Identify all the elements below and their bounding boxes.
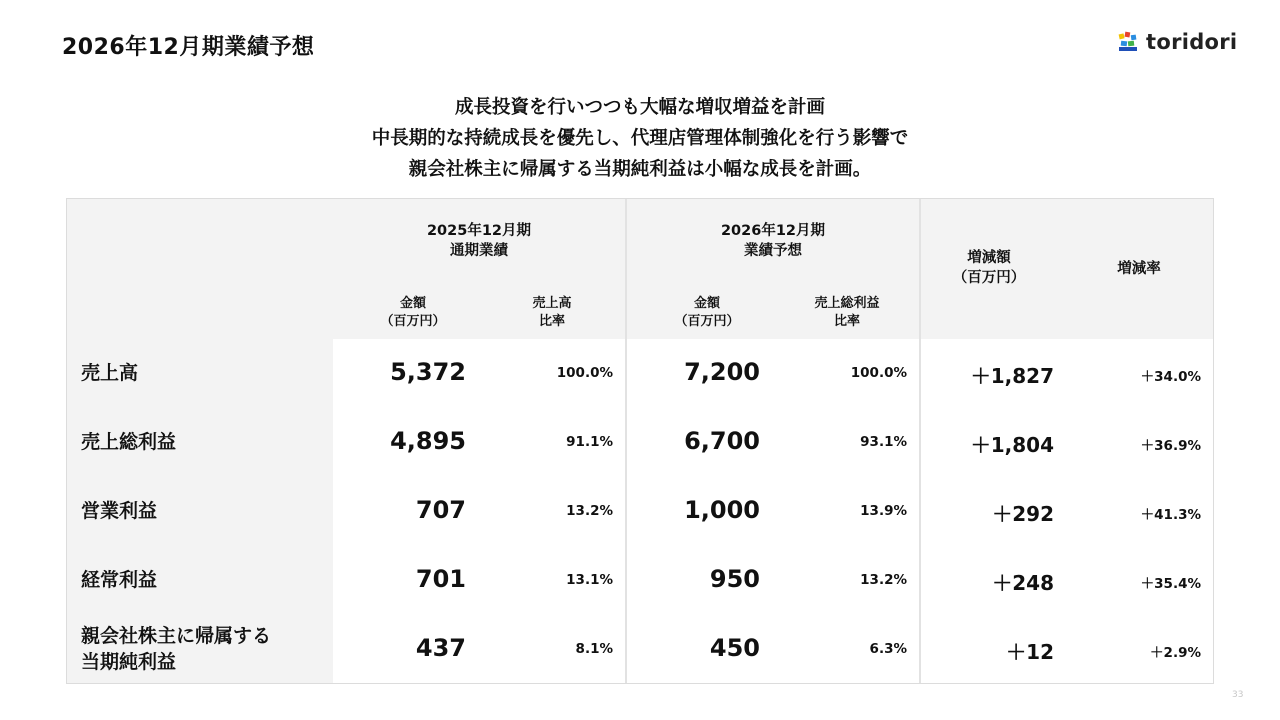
headline-line-3: 親会社株主に帰属する当期純利益は小幅な成長を計画。 (408, 159, 872, 180)
toridori-logo (1116, 30, 1237, 54)
row-label (81, 567, 157, 593)
ratio-sublabel: 比率 (538, 314, 565, 329)
amount-unit: （百万円） (380, 314, 446, 329)
amount-2025: 707 (415, 496, 466, 524)
row-label-line: 親会社株主に帰属する (81, 625, 272, 647)
diff-rate: ＋2.9% (1150, 645, 1201, 661)
amount-2025: 5,372 (390, 358, 466, 386)
row-label-line: 経常利益 (81, 569, 158, 591)
toridori-logo-icon (1116, 30, 1140, 54)
ratio-2026: 100.0% (850, 365, 907, 381)
diff-amount: ＋12 (1006, 640, 1054, 664)
row-label (81, 498, 157, 524)
amount-2026: 450 (709, 634, 760, 662)
amount-2026: 1,000 (684, 496, 760, 524)
row-label (81, 623, 271, 675)
ratio-2025: 13.1% (566, 572, 613, 588)
header-2025-ratio (497, 295, 607, 331)
header-2025 (333, 221, 625, 261)
amount-2026: 950 (709, 565, 760, 593)
row-label-line: 当期純利益 (81, 651, 177, 673)
header-2025-title: 2025年12月期 (426, 223, 532, 239)
column-divider (625, 199, 627, 683)
ratio-sublabel: 比率 (833, 314, 860, 329)
diff-rate: ＋41.3% (1140, 507, 1201, 523)
ratio-label: 売上総利益 (814, 296, 880, 311)
diff-rate: ＋36.9% (1140, 438, 1201, 454)
amount-2025: 437 (415, 634, 466, 662)
amount-2025: 701 (415, 565, 466, 593)
headline-line-2: 中長期的な持続成長を優先し、代理店管理体制強化を行う影響で (371, 128, 909, 149)
ratio-2025: 8.1% (575, 641, 613, 657)
header-2025-subtitle: 通期業績 (450, 243, 508, 259)
ratio-2026: 13.9% (860, 503, 907, 519)
ratio-2026: 6.3% (869, 641, 907, 657)
diff-rate: ＋35.4% (1140, 576, 1201, 592)
header-2026-title: 2026年12月期 (720, 223, 826, 239)
forecast-table (66, 198, 1214, 684)
ratio-label: 売上高 (532, 296, 572, 311)
diff-amount: ＋1,827 (970, 364, 1054, 388)
page-title: 2026年12月期業績予想 (62, 35, 315, 60)
header-2026 (627, 221, 919, 261)
ratio-2026: 93.1% (860, 434, 907, 450)
amount-2026: 6,700 (684, 427, 760, 455)
header-change-amount (929, 248, 1049, 288)
row-label (81, 429, 176, 455)
amount-2025: 4,895 (390, 427, 466, 455)
diff-rate: ＋34.0% (1140, 369, 1201, 385)
column-divider (919, 199, 921, 683)
header-change-rate: 増減率 (1117, 261, 1161, 277)
ratio-2026: 13.2% (860, 572, 907, 588)
amount-2026: 7,200 (684, 358, 760, 386)
header-2026-subtitle: 業績予想 (744, 243, 802, 259)
row-label-line: 営業利益 (81, 500, 158, 522)
diff-amount: ＋248 (992, 571, 1054, 595)
amount-label: 金額 (399, 296, 426, 311)
change-amount-unit: （百万円） (952, 270, 1026, 286)
page-number: 33 (1232, 690, 1244, 700)
change-amount-label: 増減額 (967, 250, 1011, 266)
row-label-line: 売上高 (81, 362, 139, 384)
row-label (81, 360, 138, 386)
ratio-2025: 100.0% (556, 365, 613, 381)
header-2025-amount (353, 295, 473, 331)
ratio-2025: 91.1% (566, 434, 613, 450)
diff-amount: ＋1,804 (970, 433, 1054, 457)
headline (0, 92, 1280, 185)
row-label-line: 売上総利益 (81, 431, 177, 453)
amount-unit: （百万円） (674, 314, 740, 329)
logo-text: toridori (1146, 30, 1238, 54)
headline-line-1: 成長投資を行いつつも大幅な増収増益を計画 (454, 97, 825, 118)
diff-amount: ＋292 (992, 502, 1054, 526)
amount-label: 金額 (693, 296, 720, 311)
ratio-2025: 13.2% (566, 503, 613, 519)
header-2026-amount (647, 295, 767, 331)
header-2026-ratio (789, 295, 905, 331)
